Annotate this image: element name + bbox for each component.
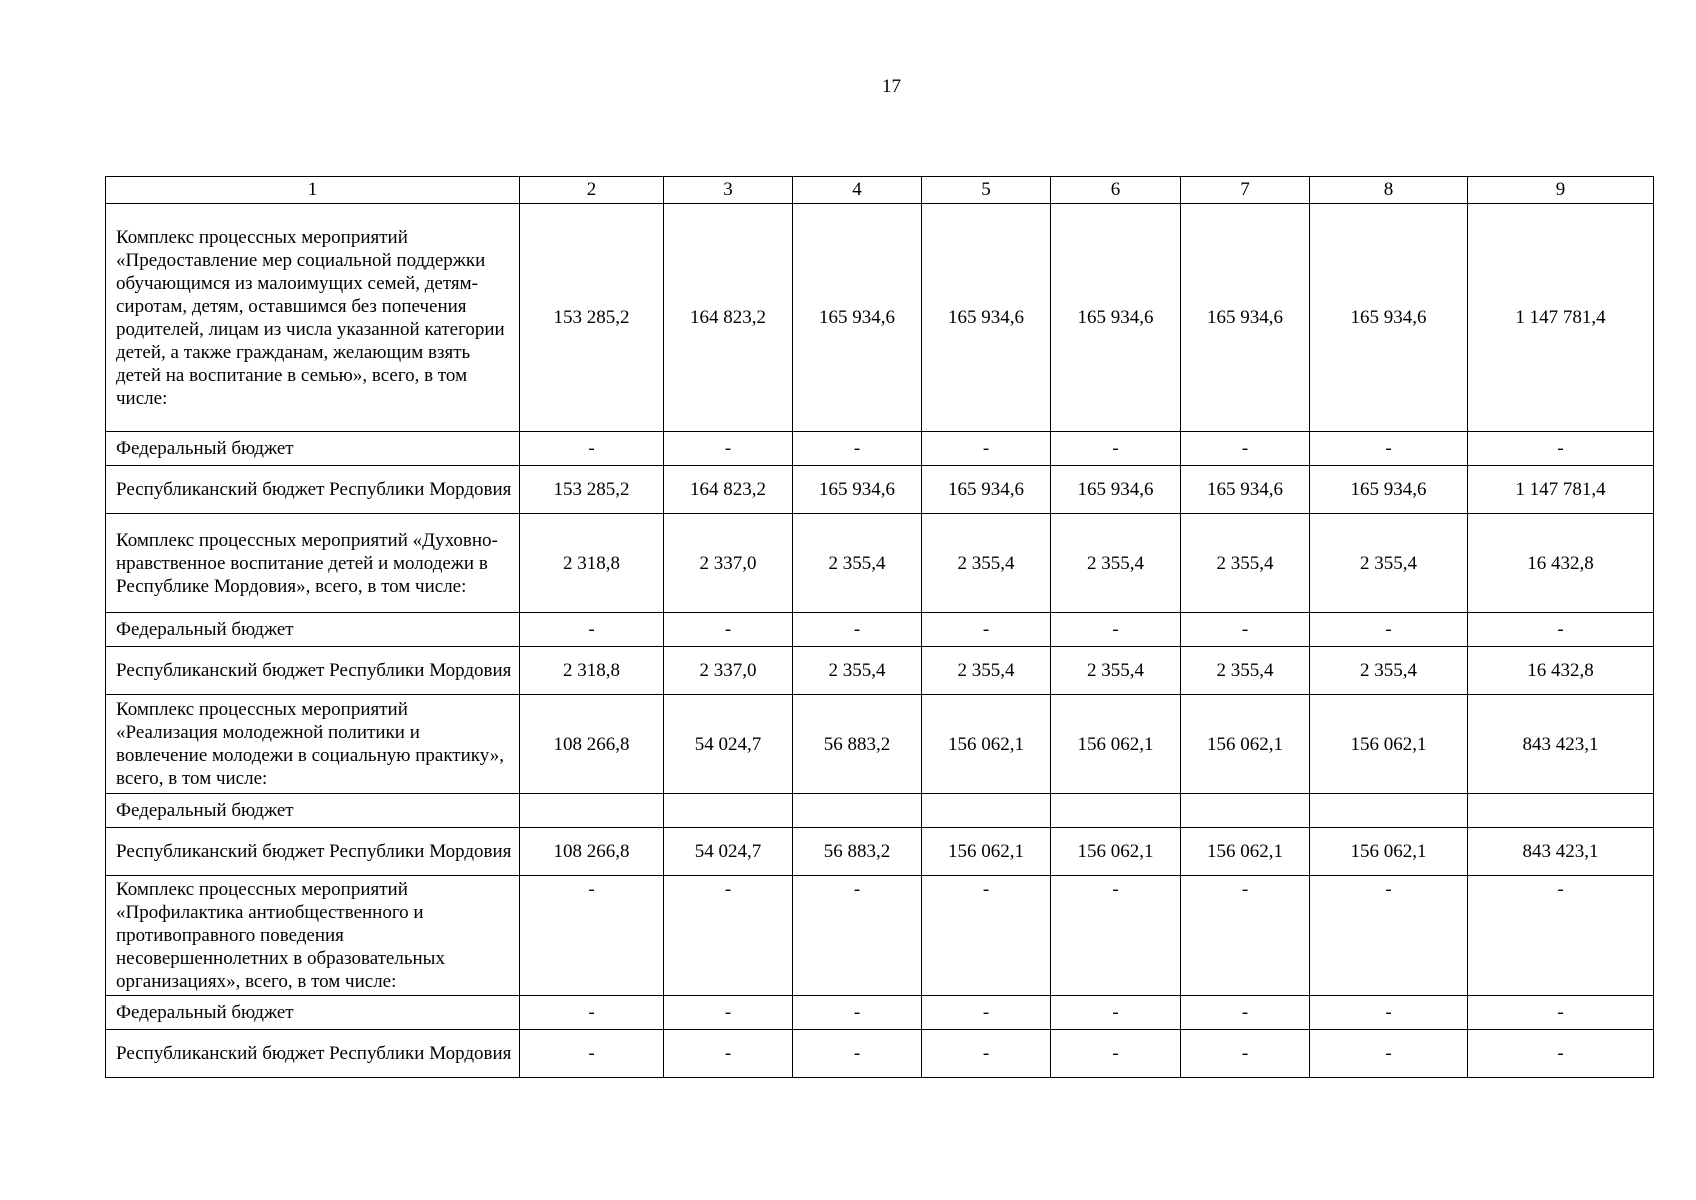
table-cell: - <box>664 996 793 1030</box>
table-cell <box>922 794 1051 828</box>
table-cell: - <box>922 613 1051 647</box>
row-label: Республиканский бюджет Республики Мордовия <box>106 828 520 876</box>
table-cell: 843 423,1 <box>1468 828 1654 876</box>
table-cell: 165 934,6 <box>922 204 1051 432</box>
table-cell: - <box>1468 876 1654 996</box>
table-cell: - <box>793 432 922 466</box>
table-cell: - <box>664 432 793 466</box>
table-cell: - <box>520 876 664 996</box>
table-cell: 2 355,4 <box>793 647 922 695</box>
table-cell: - <box>1181 1030 1310 1078</box>
column-header: 2 <box>520 177 664 204</box>
table-cell: 156 062,1 <box>1310 828 1468 876</box>
row-label: Федеральный бюджет <box>106 996 520 1030</box>
table-cell: - <box>1051 996 1181 1030</box>
table-cell: - <box>520 432 664 466</box>
table-cell: 2 355,4 <box>793 514 922 613</box>
column-header: 4 <box>793 177 922 204</box>
table-cell: 2 355,4 <box>1181 647 1310 695</box>
table-cell <box>1468 794 1654 828</box>
table-cell: 165 934,6 <box>1310 204 1468 432</box>
table-cell: - <box>1468 613 1654 647</box>
table-cell: 1 147 781,4 <box>1468 466 1654 514</box>
table-cell: - <box>922 996 1051 1030</box>
budget-table <box>105 176 1654 1078</box>
table-cell: 156 062,1 <box>1310 695 1468 794</box>
row-label: Комплекс процессных мероприятий «Духовно-нравственное воспитание детей и молодежи в Республике Мордовия», всего, в том числе: <box>106 514 520 613</box>
table-cell: 165 934,6 <box>793 204 922 432</box>
table-cell: 156 062,1 <box>1181 695 1310 794</box>
table-cell: 2 318,8 <box>520 514 664 613</box>
table-cell: - <box>664 876 793 996</box>
row-label: Федеральный бюджет <box>106 794 520 828</box>
row-label: Комплекс процессных мероприятий «Реализация молодежной политики и вовлечение молодежи в социальную практику», всего, в том числе: <box>106 695 520 794</box>
table-cell: 2 355,4 <box>922 647 1051 695</box>
table-row <box>106 794 1654 828</box>
table-row <box>106 828 1654 876</box>
table-cell: - <box>922 876 1051 996</box>
table-cell <box>1181 794 1310 828</box>
column-header: 9 <box>1468 177 1654 204</box>
table-cell: 156 062,1 <box>1051 695 1181 794</box>
table-row <box>106 514 1654 613</box>
table-cell: 165 934,6 <box>922 466 1051 514</box>
row-label: Комплекс процессных мероприятий «Предоставление мер социальной поддержки обучающимся из малоимущих семей, детям-сиротам, детям, оставшимся без попечения родителей, лицам из числа указанной категории детей, а также гражданам, желающим взять детей на воспитание в семью», всего, в том числе: <box>106 204 520 432</box>
table-cell: - <box>1468 1030 1654 1078</box>
table-cell: 2 355,4 <box>1051 647 1181 695</box>
table-cell: - <box>1310 1030 1468 1078</box>
table-cell: - <box>1051 876 1181 996</box>
table-cell: - <box>1051 432 1181 466</box>
table-row <box>106 466 1654 514</box>
table-row <box>106 204 1654 432</box>
table-cell: - <box>922 1030 1051 1078</box>
row-label: Республиканский бюджет Республики Мордовия <box>106 647 520 695</box>
table-row <box>106 996 1654 1030</box>
table-cell: - <box>793 876 922 996</box>
column-header: 8 <box>1310 177 1468 204</box>
table-cell: 2 355,4 <box>1051 514 1181 613</box>
table-cell: 16 432,8 <box>1468 647 1654 695</box>
table-cell: 165 934,6 <box>793 466 922 514</box>
table-cell: 156 062,1 <box>922 695 1051 794</box>
table-row <box>106 432 1654 466</box>
table-cell: 2 355,4 <box>922 514 1051 613</box>
table-cell: - <box>520 613 664 647</box>
table-cell: 164 823,2 <box>664 204 793 432</box>
table-cell: - <box>1051 1030 1181 1078</box>
table-cell: - <box>1181 876 1310 996</box>
column-header: 7 <box>1181 177 1310 204</box>
table-cell: 165 934,6 <box>1181 466 1310 514</box>
table-cell: - <box>1181 996 1310 1030</box>
table-row <box>106 1030 1654 1078</box>
table-cell: 2 337,0 <box>664 647 793 695</box>
table-cell: 54 024,7 <box>664 695 793 794</box>
table-cell: 156 062,1 <box>1051 828 1181 876</box>
table-cell: 2 355,4 <box>1310 514 1468 613</box>
table-cell: 165 934,6 <box>1051 466 1181 514</box>
row-label: Республиканский бюджет Республики Мордовия <box>106 466 520 514</box>
table-cell <box>520 794 664 828</box>
table-cell: - <box>1310 613 1468 647</box>
table-cell <box>664 794 793 828</box>
table-cell: 2 355,4 <box>1310 647 1468 695</box>
table-cell: 156 062,1 <box>922 828 1051 876</box>
page-number: 17 <box>882 76 901 97</box>
table-cell: - <box>1468 996 1654 1030</box>
table-cell: 153 285,2 <box>520 204 664 432</box>
table-cell: 164 823,2 <box>664 466 793 514</box>
table-cell: 2 355,4 <box>1181 514 1310 613</box>
table-cell: 108 266,8 <box>520 695 664 794</box>
table-cell: 108 266,8 <box>520 828 664 876</box>
table-cell: 54 024,7 <box>664 828 793 876</box>
table-cell: - <box>664 613 793 647</box>
table-cell: - <box>793 996 922 1030</box>
table-cell: 843 423,1 <box>1468 695 1654 794</box>
table-row <box>106 647 1654 695</box>
table-cell: 56 883,2 <box>793 828 922 876</box>
table-cell: - <box>664 1030 793 1078</box>
table-cell: - <box>1181 432 1310 466</box>
table-cell: - <box>1310 876 1468 996</box>
table-cell <box>1310 794 1468 828</box>
column-header: 3 <box>664 177 793 204</box>
table-cell: 165 934,6 <box>1051 204 1181 432</box>
table-cell: 1 147 781,4 <box>1468 204 1654 432</box>
table-row <box>106 695 1654 794</box>
table-cell <box>793 794 922 828</box>
table-cell <box>1051 794 1181 828</box>
table-row <box>106 613 1654 647</box>
row-label: Федеральный бюджет <box>106 613 520 647</box>
table-cell: - <box>793 613 922 647</box>
column-header: 6 <box>1051 177 1181 204</box>
table-cell: 156 062,1 <box>1181 828 1310 876</box>
row-label: Комплекс процессных мероприятий «Профилактика антиобщественного и противоправного поведения несовершеннолетних в образовательных организациях», всего, в том числе: <box>106 876 520 996</box>
table-cell: - <box>1310 432 1468 466</box>
column-header: 5 <box>922 177 1051 204</box>
table-cell: - <box>1051 613 1181 647</box>
table-cell: - <box>793 1030 922 1078</box>
table-cell: 153 285,2 <box>520 466 664 514</box>
table-cell: - <box>1468 432 1654 466</box>
table-cell: - <box>520 1030 664 1078</box>
table-cell: 2 337,0 <box>664 514 793 613</box>
table-cell: - <box>520 996 664 1030</box>
table-header-row <box>106 177 1654 204</box>
table-cell: 165 934,6 <box>1181 204 1310 432</box>
table-cell: - <box>1310 996 1468 1030</box>
table-body <box>106 177 1654 1078</box>
table-cell: 2 318,8 <box>520 647 664 695</box>
row-label: Республиканский бюджет Республики Мордовия <box>106 1030 520 1078</box>
table-cell: 56 883,2 <box>793 695 922 794</box>
column-header: 1 <box>106 177 520 204</box>
table-row <box>106 876 1654 996</box>
table-cell: - <box>922 432 1051 466</box>
table-cell: 165 934,6 <box>1310 466 1468 514</box>
table-cell: - <box>1181 613 1310 647</box>
row-label: Федеральный бюджет <box>106 432 520 466</box>
table-cell: 16 432,8 <box>1468 514 1654 613</box>
